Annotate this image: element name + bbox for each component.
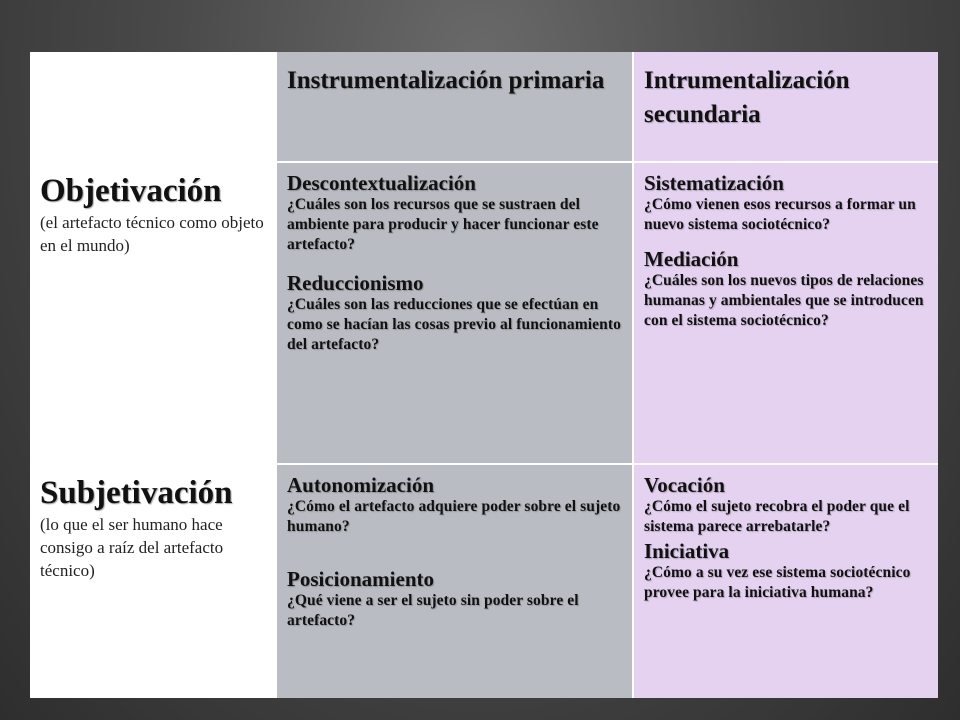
comparison-table [30, 52, 938, 698]
term-reduccionismo: Reduccionismo [287, 271, 424, 295]
term-mediacion: Mediación [644, 247, 739, 271]
question-posicionamiento: ¿Qué viene a ser el sujeto sin poder sobre el artefacto? [287, 592, 579, 629]
row-header-objetivacion [30, 163, 277, 465]
row-header-subjetivacion [30, 465, 277, 698]
question-mediacion: ¿Cuáles son los nuevos tipos de relaciones humanas y ambientales que se introducen con el sistema sociotécnico? [644, 272, 924, 329]
cell-objetivacion-secundaria [634, 163, 938, 465]
row-title: Objetivación [40, 173, 222, 209]
header-instrumentalizacion-secundaria: Intrumentalización secundaria [634, 52, 938, 163]
empty-corner-cell [30, 52, 277, 163]
question-iniciativa: ¿Cómo a su vez ese sistema sociotécnico provee para la iniciativa humana? [644, 564, 911, 601]
cell-subjetivacion-primaria [277, 465, 634, 698]
term-autonomizacion: Autonomización [287, 473, 434, 497]
term-iniciativa: Iniciativa [644, 539, 730, 563]
header-instrumentalizacion-primaria: Instrumentalización primaria [277, 52, 634, 163]
term-posicionamiento: Posicionamiento [287, 567, 434, 591]
term-vocacion: Vocación [644, 473, 725, 497]
question-sistematizacion: ¿Cómo vienen esos recursos a formar un nuevo sistema sociotécnico? [644, 196, 916, 233]
question-autonomizacion: ¿Cómo el artefacto adquiere poder sobre el sujeto humano? [287, 498, 621, 535]
cell-subjetivacion-secundaria [634, 465, 938, 698]
question-reduccionismo: ¿Cuáles son las reducciones que se efectúan en como se hacían las cosas previo al funcionamiento del artefacto? [287, 296, 621, 353]
cell-objetivacion-primaria [277, 163, 634, 465]
term-descontextualizacion: Descontextualización [287, 171, 476, 195]
row-subtitle: (lo que el ser humano hace consigo a raíz del artefacto técnico) [40, 515, 224, 580]
question-descontextualizacion: ¿Cuáles son los recursos que se sustraen del ambiente para producir y hacer funcionar este artefacto? [287, 196, 599, 253]
term-sistematizacion: Sistematización [644, 171, 784, 195]
question-vocacion: ¿Cómo el sujeto recobra el poder que el sistema parece arrebatarle? [644, 498, 910, 535]
row-subtitle: (el artefacto técnico como objeto en el mundo) [40, 213, 264, 255]
row-title: Subjetivación [40, 475, 233, 511]
